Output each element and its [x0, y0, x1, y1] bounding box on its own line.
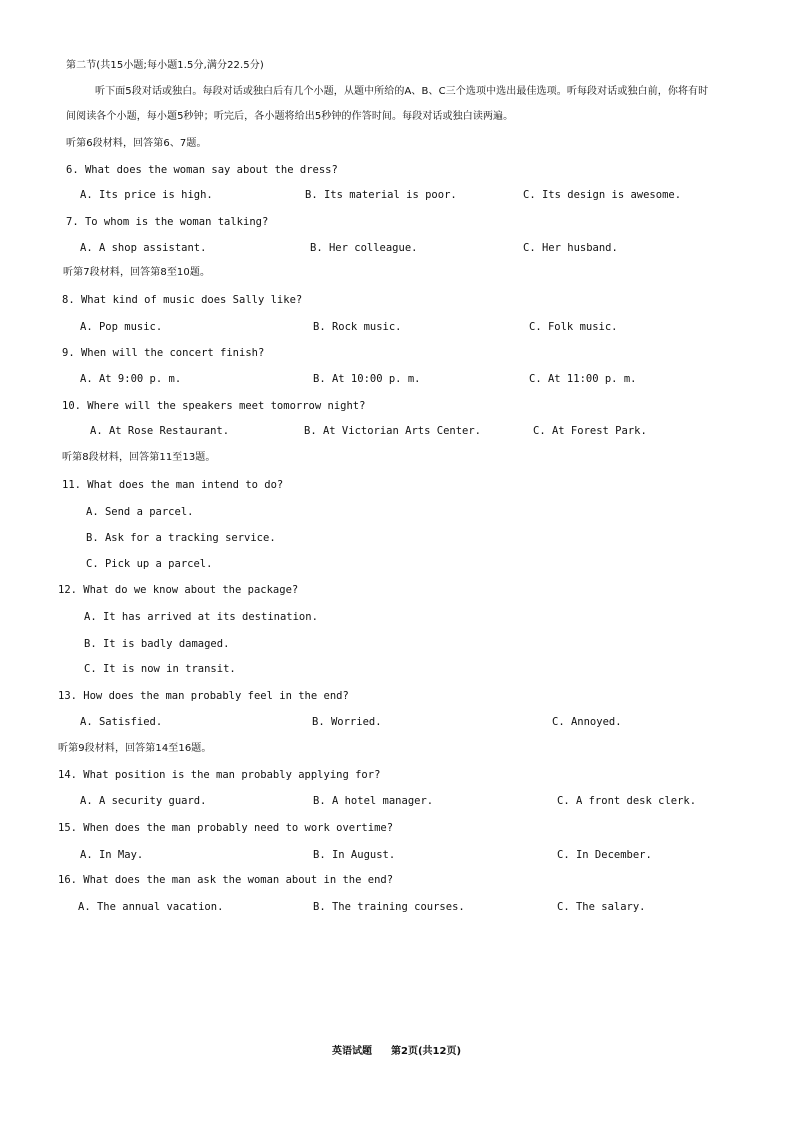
question-14-option-a: A. A security guard.: [80, 795, 207, 807]
question-10-stem: 10. Where will the speakers meet tomorrow night?: [62, 400, 366, 412]
footer-subject: 英语试题: [332, 1046, 372, 1057]
group-9-heading: 听第9段材料，回答第14至16题。: [58, 743, 212, 754]
question-12-stem: 12. What do we know about the package?: [58, 584, 299, 596]
group-8-heading: 听第8段材料，回答第11至13题。: [62, 452, 216, 463]
question-11-option-b: B. Ask for a tracking service.: [86, 532, 276, 544]
question-7-option-b: B. Her colleague.: [310, 242, 418, 254]
question-9-stem: 9. When will the concert finish?: [62, 347, 265, 359]
section-heading: 第二节(共15小题;每小题1.5分,满分22.5分): [66, 60, 264, 71]
question-16-stem: 16. What does the man ask the woman about in the end?: [58, 874, 394, 886]
question-13-option-c: C. Annoyed.: [552, 716, 622, 728]
question-15-option-b: B. In August.: [313, 849, 396, 861]
question-8-option-a: A. Pop music.: [80, 321, 163, 333]
question-6-option-a: A. Its price is high.: [80, 189, 213, 201]
question-13-option-a: A. Satisfied.: [80, 716, 163, 728]
question-7-option-c: C. Her husband.: [523, 242, 618, 254]
question-9-option-c: C. At 11:00 p. m.: [529, 373, 637, 385]
question-10-option-a: A. At Rose Restaurant.: [90, 425, 230, 437]
question-7-option-a: A. A shop assistant.: [80, 242, 207, 254]
question-8-option-c: C. Folk music.: [529, 321, 618, 333]
question-11-stem: 11. What does the man intend to do?: [62, 479, 284, 491]
question-6-option-b: B. Its material is poor.: [305, 189, 457, 201]
question-14-stem: 14. What position is the man probably applying for?: [58, 769, 381, 781]
question-15-option-a: A. In May.: [80, 849, 144, 861]
question-10-option-b: B. At Victorian Arts Center.: [304, 425, 482, 437]
question-11-option-a: A. Send a parcel.: [86, 506, 194, 518]
question-10-option-c: C. At Forest Park.: [533, 425, 647, 437]
question-12-option-a: A. It has arrived at its destination.: [84, 611, 318, 623]
question-9-option-b: B. At 10:00 p. m.: [313, 373, 421, 385]
question-15-option-c: C. In December.: [557, 849, 652, 861]
question-14-option-c: C. A front desk clerk.: [557, 795, 697, 807]
question-6-stem: 6. What does the woman say about the dress?: [66, 164, 338, 176]
footer-page-number: 第2页(共12页): [391, 1046, 462, 1057]
question-12-option-b: B. It is badly damaged.: [84, 638, 230, 650]
question-8-stem: 8. What kind of music does Sally like?: [62, 294, 303, 306]
question-13-option-b: B. Worried.: [312, 716, 382, 728]
question-6-option-c: C. Its design is awesome.: [523, 189, 682, 201]
question-15-stem: 15. When does the man probably need to work overtime?: [58, 822, 394, 834]
question-16-option-c: C. The salary.: [557, 901, 646, 913]
question-14-option-b: B. A hotel manager.: [313, 795, 434, 807]
question-16-option-b: B. The training courses.: [313, 901, 465, 913]
question-9-option-a: A. At 9:00 p. m.: [80, 373, 182, 385]
question-8-option-b: B. Rock music.: [313, 321, 402, 333]
group-7-heading: 听第7段材料，回答第8至10题。: [63, 267, 211, 278]
question-12-option-c: C. It is now in transit.: [84, 663, 236, 675]
instruction-line-2: 间阅读各个小题，每小题5秒钟；听完后，各小题将给出5秒钟的作答时间。每段对话或独白读两遍。: [66, 111, 514, 122]
question-11-option-c: C. Pick up a parcel.: [86, 558, 213, 570]
question-7-stem: 7. To whom is the woman talking?: [66, 216, 269, 228]
group-6-heading: 听第6段材料，回答第6、7题。: [66, 138, 207, 149]
question-16-option-a: A. The annual vacation.: [78, 901, 224, 913]
question-13-stem: 13. How does the man probably feel in the end?: [58, 690, 349, 702]
instruction-line-1: 听下面5段对话或独白。每段对话或独白后有几个小题，从题中所给的A、B、C三个选项中选出最佳选项。听每段对话或独白前，你将有时: [95, 86, 709, 97]
